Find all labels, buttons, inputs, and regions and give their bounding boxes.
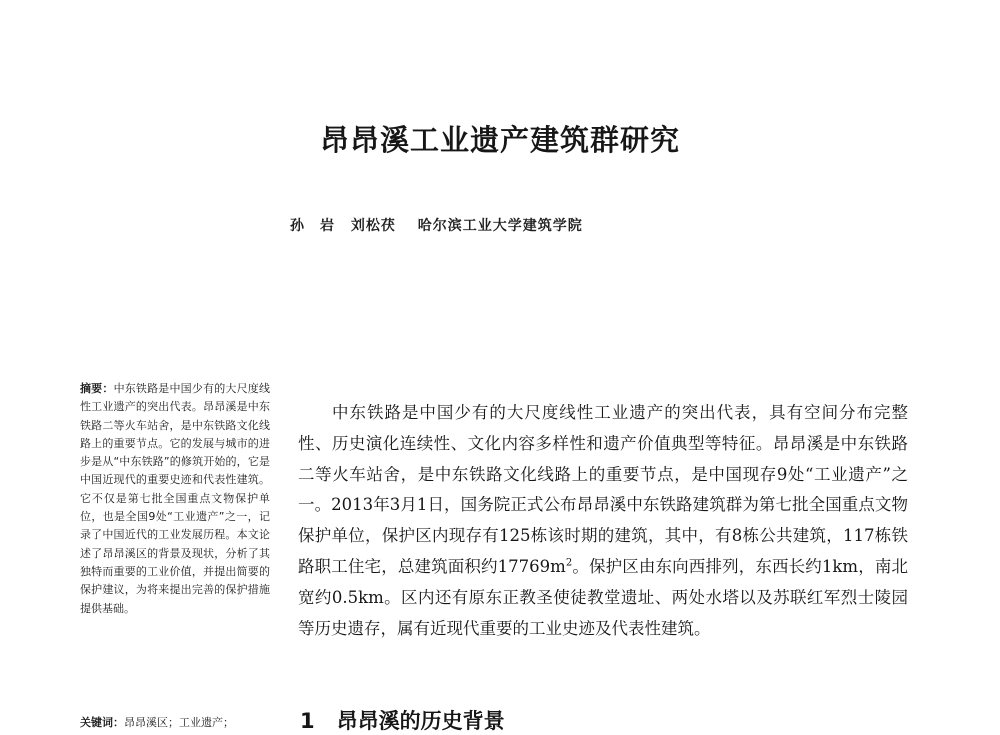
keywords-block bbox=[80, 714, 275, 732]
author-1: 孙 岩 bbox=[290, 218, 335, 234]
body-paragraph bbox=[298, 398, 908, 644]
paper-title: 昂昂溪工业遗产建筑群研究 bbox=[319, 123, 680, 157]
body-text-part-1: 中东铁路是中国少有的大尺度线性工业遗产的突出代表，具有空间分布完整性、历史演化连续性、文化内容多样性和遗产价值典型等特征。昂昂溪是中东铁路二等火车站舍，是中东铁路文化线路上的重要节点，是中国现存9处“工业遗产”之一。2013年3月1日，国务院正式公布昂昂溪中东铁路建筑群为第七批全国重点文物保护单位，保护区内现存有125栋该时期的建筑，其中，有8栋公共建筑，117栋铁路职工住宅，总建筑面积约17769m bbox=[298, 403, 908, 576]
section-number: 1 bbox=[300, 709, 315, 733]
area-unit-superscript: 2 bbox=[565, 557, 573, 569]
keywords-label: 关键词： bbox=[80, 716, 124, 729]
section-title: 昂昂溪的历史背景 bbox=[336, 709, 505, 733]
abstract-text: 中东铁路是中国少有的大尺度线性工业遗产的突出代表。昂昂溪是中东铁路二等火车站舍，是中东铁路文化线路上的重要节点。它的发展与城市的进步是从“中东铁路”的修筑开始的，它是中国近现代的重要史迹和代表性建筑。它不仅是第七批全国重点文物保护单位，也是全国9处“工业遗产”之一，记录了中国近代的工业发展历程。本文论述了昂昂溪区的背景及现状，分析了其独特而重要的工业价值，并提出简要的保护建议，为将来提出完善的保护措施提供基础。 bbox=[80, 382, 270, 615]
section-heading bbox=[300, 705, 505, 735]
author-2: 刘松茯 bbox=[350, 218, 396, 234]
body-text-part-2: 。保护区由东向西排列，东西长约1km，南北宽约0.5km。区内还有原东正教圣使徒教堂遗址、两处水塔以及苏联红军烈士陵园等历史遗存，属有近现代重要的工业史迹及代表性建筑。 bbox=[298, 556, 908, 638]
abstract-label: 摘要： bbox=[80, 382, 114, 395]
abstract-block bbox=[80, 380, 270, 618]
keywords-text: 昂昂溪区；工业遗产； bbox=[124, 716, 234, 729]
author-affiliation: 哈尔滨工业大学建筑学院 bbox=[417, 218, 583, 234]
author-line bbox=[290, 215, 583, 235]
